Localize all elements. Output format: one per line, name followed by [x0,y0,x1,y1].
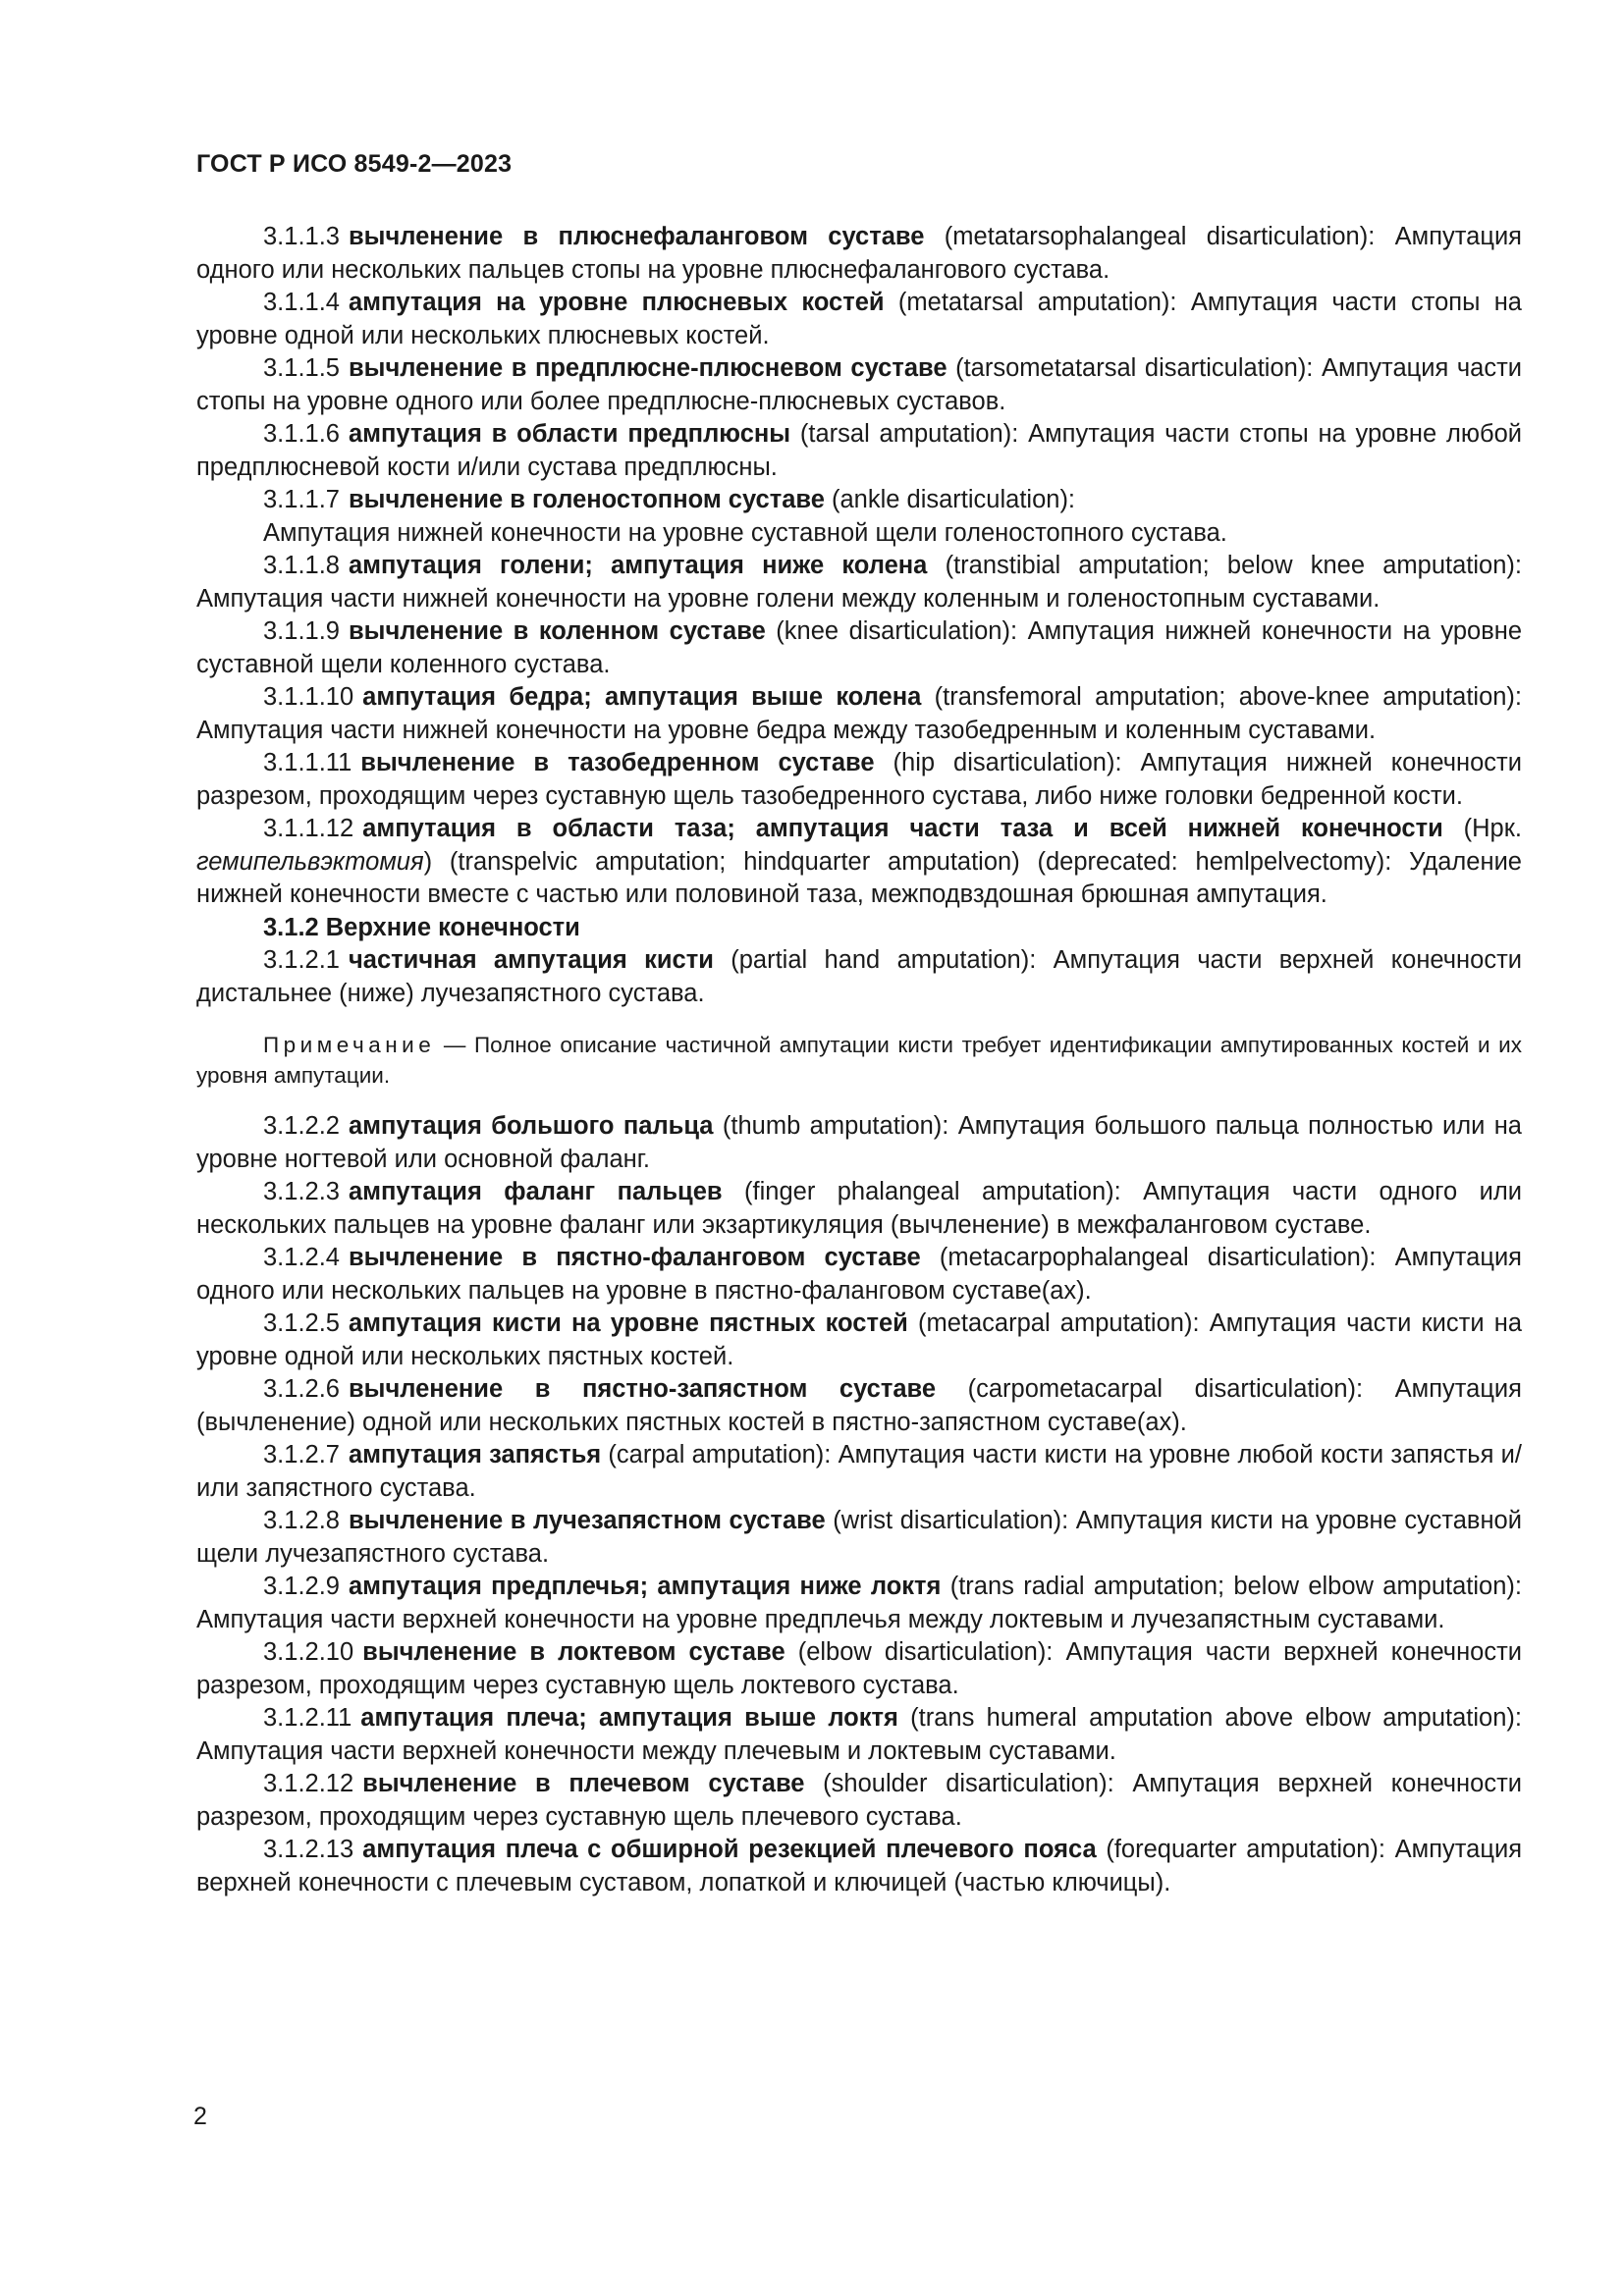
entry-number: 3.1.1.8 [263,552,340,579]
entry-term: ампутация запястья [348,1441,602,1468]
deprecated-term: гемипельвэктомия [196,847,424,876]
entry-number: 3.1.2.8 [263,1507,340,1534]
entry-text: (wrist disarticulation): Ампутация кисти на уровне суставной щели лучезапястного сустава. [196,1507,1522,1568]
section-heading [196,912,1522,945]
definition-entry [196,1636,1522,1702]
entry-text: (shoulder disarticulation): Ампутация верхней конечности разрезом, проходящим через суставную щель плечевого сустава. [196,1770,1522,1831]
entry-number: 3.1.2.9 [263,1573,340,1600]
definition-entry [196,944,1522,1010]
entry-text: (finger phalangeal amputation): Ампутация части одного или нескольких пальцев на уровне фаланг или экзартикуляция (вычленение) в межфаланговом суставе. [196,1178,1522,1239]
definition-entry [196,287,1522,352]
entry-text: (trans humeral amputation above elbow amputation): Ампутация части верхней конечности между плечевым и локтевым суставами. [196,1704,1522,1765]
entry-number: 3.1.1.7 [263,486,340,513]
entry-number: 3.1.1.12 [263,815,354,842]
entry-term: частичная ампутация кисти [348,946,714,974]
entry-number: 3.1.2.13 [263,1836,354,1863]
entry-term: ампутация в области таза; ампутация части таза и всей нижней конечности [362,815,1443,842]
entry-text: (Нрк. [1442,815,1522,842]
definition-entry [196,221,1522,287]
entry-text: (thumb amputation): Ампутация большого пальца полностью или на уровне ногтевой или основной фаланг. [196,1112,1522,1173]
entry-number: 3.1.2.11 [263,1704,352,1732]
entry-number: 3.1.2.10 [263,1638,354,1666]
entry-text: (carpal amputation): Ампутация части кисти на уровне любой кости запястья и/или запястного сустава. [196,1441,1522,1502]
entry-text: (metacarpophalangeal disarticulation): Ампутация одного или нескольких пальцев на уровне в пястно-фаланговом суставе(ах). [196,1244,1522,1305]
entry-text: (trans radial amputation; below elbow amputation): Ампутация части верхней конечности на уровне предплечья между локтевым и лучезапястным суставами. [196,1573,1523,1633]
definition-entry [196,1439,1522,1505]
entry-term: вычленение в предплюсне-плюсневом суставе [348,354,947,382]
entry-number: 3.1.2.2 [263,1112,340,1140]
entry-text: (tarsometatarsal disarticulation): Ампутация части стопы на уровне одного или более предплюсне-плюсневых суставов. [196,354,1523,415]
entry-term: ампутация предплечья; ампутация ниже локтя [348,1573,942,1600]
entry-text: (tarsal amputation): Ампутация части стопы на уровне любой предплюсневой кости и/или сустава предплюсны. [196,420,1522,481]
entry-term: вычленение в голеностопном суставе [348,486,825,513]
definition-entry [196,1110,1522,1176]
entry-number: 3.1.1.9 [263,617,340,645]
entry-number: 3.1.1.5 [263,354,340,382]
definition-entry [196,1373,1522,1439]
entry-number: 3.1.2.5 [263,1309,340,1337]
entry-text: (metacarpal amputation): Ампутация части кисти на уровне одной или нескольких пястных костей. [196,1309,1523,1370]
entry-number: 3.1.2.6 [263,1375,340,1403]
entry-term: ампутация большого пальца [348,1112,714,1140]
entry-number: 3.1.2.4 [263,1244,340,1271]
definition-entry [196,418,1522,484]
entry-number: 3.1.1.6 [263,420,340,448]
entry-text: (hip disarticulation): Ампутация нижней конечности разрезом, проходящим через суставную щель тазобедренного сустава, либо ниже головки бедренной кости. [196,749,1522,810]
entry-term: ампутация голени; ампутация ниже колена [348,552,928,579]
entry-term: ампутация плеча с обширной резекцией плечевого пояса [362,1836,1097,1863]
note [196,1030,1522,1091]
entry-number: 3.1.2.1 [263,946,340,974]
definition-entry [196,1505,1522,1571]
section-title: Верхние конечности [325,913,580,941]
definition-entry [196,615,1522,681]
definition-entry [196,681,1522,747]
definition-entry [196,1242,1522,1308]
entry-text: (forequarter amputation): Ампутация верхней конечности с плечевым суставом, лопаткой и ключицей (частью ключицы). [196,1836,1523,1896]
entry-term: ампутация фаланг пальцев [348,1178,723,1205]
entry-text: (metatarsal amputation): Ампутация части стопы на уровне одной или нескольких плюсневых костей. [196,289,1522,349]
entry-term: вычленение в пястно-фаланговом суставе [348,1244,921,1271]
entry-text: (transfemoral amputation; above-knee amputation): Ампутация части нижней конечности на уровне бедра между тазобедренным и коленным суставами. [196,683,1523,744]
definition-entry [196,813,1522,912]
definition-entry [196,1834,1522,1899]
document-header: ГОСТ Р ИСО 8549-2—2023 [196,150,513,178]
document-body [196,221,1522,1899]
entry-term: вычленение в локтевом суставе [362,1638,785,1666]
section-number: 3.1.2 [263,913,319,941]
entry-number: 3.1.2.7 [263,1441,340,1468]
definition-entry [196,352,1522,418]
definition-entry [196,484,1522,517]
entry-term: вычленение в пястно-запястном суставе [348,1375,937,1403]
entry-text: ) (transpelvic amputation; hindquarter amputation) (deprecated: hemlpelvectomy): Удаление нижней конечности вместе с частью или половиной таза, межподвздошная брюшная ампутация. [196,847,1522,908]
definition-entry [196,550,1522,615]
entry-number: 3.1.1.11 [263,749,352,776]
definition-text: Ампутация нижней конечности на уровне суставной щели голеностопного сустава. [263,518,1227,547]
entry-text: (transtibial amputation; below knee amputation): Ампутация части нижней конечности на уровне голени между коленным и голеностопным суставами. [196,552,1522,613]
entry-number: 3.1.1.10 [263,683,354,711]
entry-text: (ankle disarticulation): [824,486,1076,513]
entry-number: 3.1.1.3 [263,223,340,250]
entry-term: вычленение в плюснефаланговом суставе [348,223,925,250]
entry-number: 3.1.2.3 [263,1178,340,1205]
definition-entry [196,1176,1522,1242]
entry-term: ампутация плеча; ампутация выше локтя [360,1704,898,1732]
entry-text: (partial hand amputation): Ампутация части верхней конечности дистальнее (ниже) лучезапястного сустава. [196,946,1522,1007]
definition-entry [196,1702,1522,1768]
entry-text: (elbow disarticulation): Ампутация части верхней конечности разрезом, проходящим через суставную щель локтевого сустава. [196,1638,1523,1699]
entry-term: ампутация в области предплюсны [348,420,791,448]
entry-text: (metatarsophalangeal disarticulation): Ампутация одного или нескольких пальцев стопы на уровне плюснефалангового сустава. [196,223,1522,284]
entry-term: вычленение в плечевом суставе [362,1770,805,1797]
entry-term: вычленение в тазобедренном суставе [360,749,875,776]
definition-entry [196,1308,1522,1373]
note-text: — Полное описание частичной ампутации кисти требует идентификации ампутированных костей и их уровня ампутации. [196,1033,1522,1088]
definition-entry [196,747,1522,813]
entry-number: 3.1.2.12 [263,1770,354,1797]
entry-text: (carpometacarpal disarticulation): Ампутация (вычленение) одной или нескольких пястных костей в пястно-запястном суставе(ах). [196,1375,1522,1436]
entry-term: ампутация кисти на уровне пястных костей [348,1309,908,1337]
definition-entry [196,1571,1522,1636]
entry-term: ампутация бедра; ампутация выше колена [362,683,922,711]
entry-number: 3.1.1.4 [263,289,340,316]
note-label: Примечание [263,1033,436,1057]
entry-text: (knee disarticulation): Ампутация нижней конечности на уровне суставной щели коленного сустава. [196,617,1523,678]
definition-entry [196,1768,1522,1834]
entry-term: вычленение в коленном суставе [348,617,766,645]
entry-term: вычленение в лучезапястном суставе [348,1507,826,1534]
page-number: 2 [193,2103,207,2130]
entry-term: ампутация на уровне плюсневых костей [348,289,885,316]
